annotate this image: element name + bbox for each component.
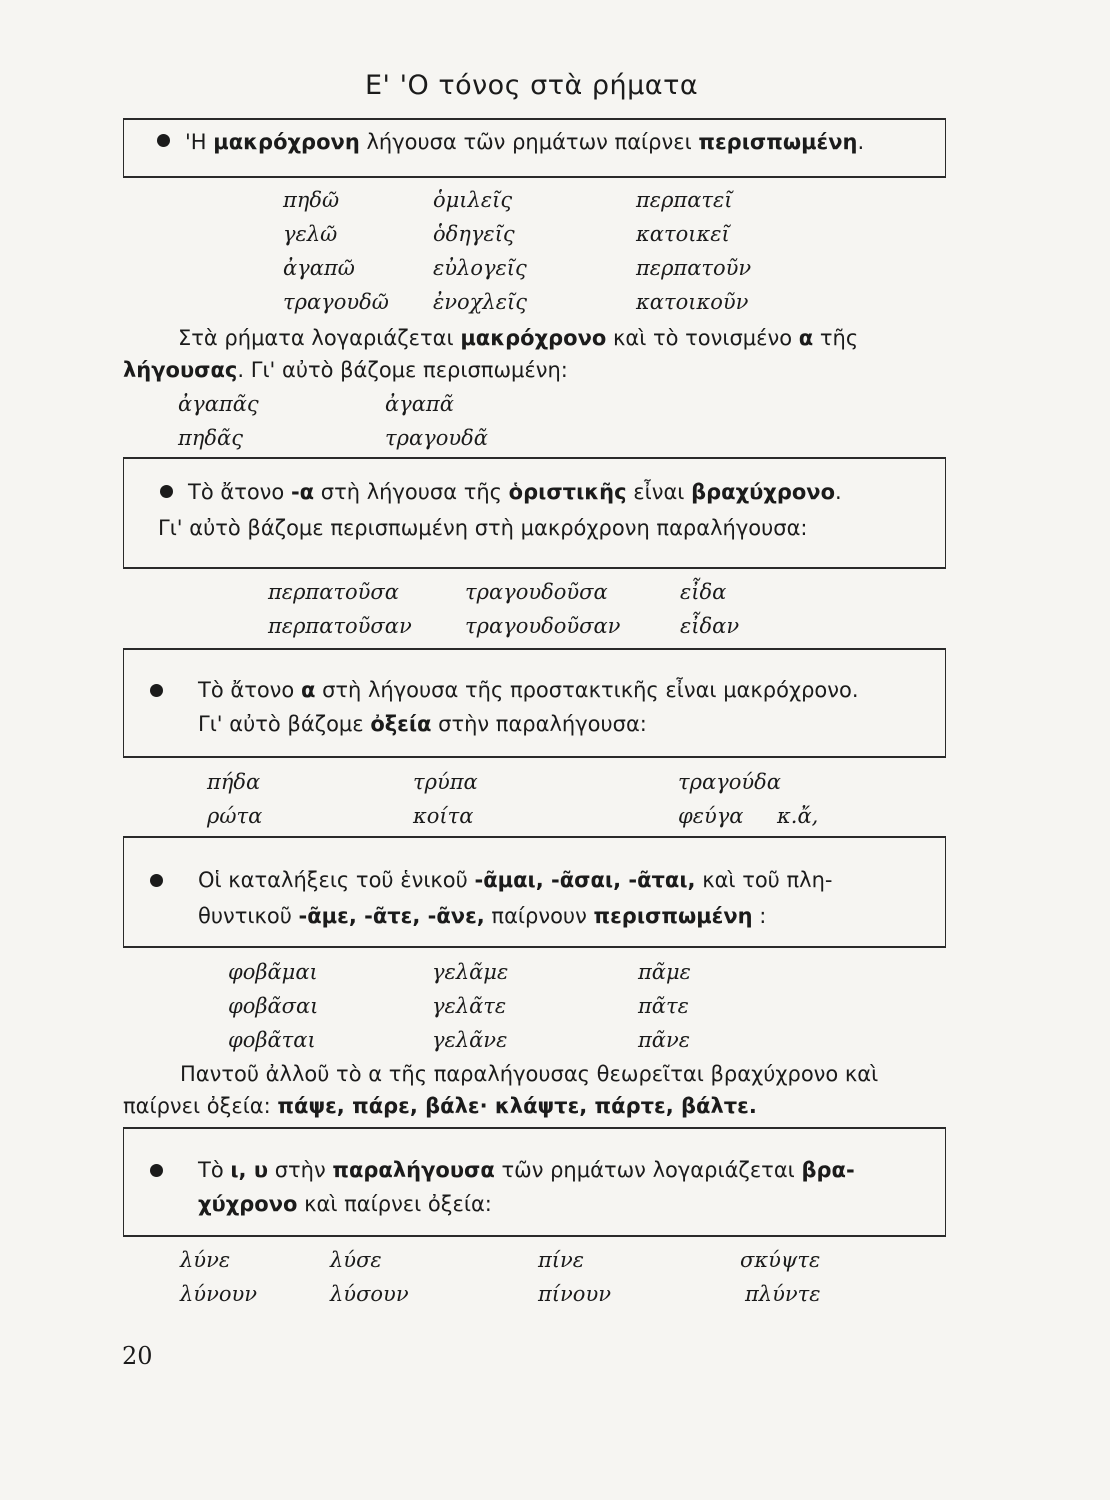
word: γελᾶμε <box>432 960 509 984</box>
prose-1-line-2: λήγουσας. Γι' αὐτὸ βάζομε περισπωμένη: <box>123 358 568 382</box>
word: κοίτα <box>413 804 474 828</box>
word: ἀγαπῶ <box>283 256 355 280</box>
page-number: 20 <box>122 1342 153 1370</box>
word: φοβᾶται <box>228 1028 316 1052</box>
word: τραγουδοῦσαν <box>465 614 621 638</box>
word: γελῶ <box>283 222 338 246</box>
word: γελᾶτε <box>432 994 507 1018</box>
word: πηδῶ <box>283 188 340 212</box>
word: φεύγα <box>678 804 744 828</box>
word: λύσε <box>330 1248 382 1272</box>
rule-4-line-2: θυντικοῦ -ᾶμε, -ᾶτε, -ᾶνε, παίρνουν περισπωμένη : <box>198 904 767 928</box>
prose-2-line-1: Παντοῦ ἀλλοῦ τὸ α τῆς παραλήγουσας θεωρεῖται βραχύχρονο καὶ <box>180 1062 879 1086</box>
word: τραγουδῶ <box>283 290 389 314</box>
word: πᾶμε <box>638 960 691 984</box>
rule-2-line-1: Τὸ ἄτονο -α στὴ λήγουσα τῆς ὁριστικῆς εἶναι βραχύχρονο. <box>188 480 842 504</box>
word: λύνε <box>180 1248 231 1272</box>
word: εἶδαν <box>680 614 740 638</box>
word: σκύψτε <box>740 1248 821 1272</box>
rule-4-line-1: Οἱ καταλήξεις τοῦ ἑνικοῦ -ᾶμαι, -ᾶσαι, -ᾶται, καὶ τοῦ πλη- <box>198 868 833 892</box>
bullet-icon <box>157 134 170 147</box>
word: κατοικεῖ <box>636 222 730 246</box>
word: πλύντε <box>745 1282 821 1306</box>
word: γελᾶνε <box>432 1028 508 1052</box>
word: φοβᾶμαι <box>228 960 318 984</box>
word: ἐνοχλεῖς <box>433 290 527 314</box>
word: ρώτα <box>207 804 263 828</box>
word: πίνε <box>538 1248 585 1272</box>
word: πᾶτε <box>638 994 689 1018</box>
word: λύνουν <box>180 1282 258 1306</box>
word: τραγουδᾶ <box>385 426 488 450</box>
word: κατοικοῦν <box>636 290 749 314</box>
word: περπατοῦν <box>636 256 752 280</box>
word: εἶδα <box>680 580 727 604</box>
bullet-icon <box>160 485 173 498</box>
rule-5-line-1: Τὸ ι, υ στὴν παραλήγουσα τῶν ρημάτων λογαριάζεται βρα- <box>198 1158 855 1182</box>
word: περπατοῦσαν <box>268 614 412 638</box>
word: ὁμιλεῖς <box>433 188 513 212</box>
word: ἀγαπᾶ <box>385 392 454 416</box>
rule-1-text: 'Η μακρόχρονη λήγουσα τῶν ρημάτων παίρνει περισπωμένη. <box>185 130 865 154</box>
word: τραγούδα <box>678 770 781 794</box>
word: ἀγαπᾶς <box>178 392 259 416</box>
rule-3-line-2: Γι' αὐτὸ βάζομε ὀξεία στὴν παραλήγουσα: <box>198 712 647 736</box>
bullet-icon <box>150 1164 163 1177</box>
word: πίνουν <box>538 1282 611 1306</box>
word: λύσουν <box>330 1282 409 1306</box>
word: πᾶνε <box>638 1028 691 1052</box>
word: περπατεῖ <box>636 188 733 212</box>
word: περπατοῦσα <box>268 580 399 604</box>
word: τραγουδοῦσα <box>465 580 608 604</box>
prose-1-line-1: Στὰ ρήματα λογαριάζεται μακρόχρονο καὶ τὸ τονισμένο α τῆς <box>178 326 859 350</box>
bullet-icon <box>150 874 163 887</box>
rule-5-line-2: χύχρονο καὶ παίρνει ὀξεία: <box>198 1192 492 1216</box>
word: εὐλογεῖς <box>433 256 527 280</box>
word: τρύπα <box>413 770 478 794</box>
section-title: Ε' 'Ο τόνος στὰ ρήματα <box>365 70 699 101</box>
bullet-icon <box>150 684 163 697</box>
word: κ.ἄ, <box>777 804 819 828</box>
rule-3-line-1: Τὸ ἄτονο α στὴ λήγουσα τῆς προστακτικῆς εἶναι μακρόχρονο. <box>198 678 859 702</box>
word: ὁδηγεῖς <box>433 222 515 246</box>
prose-2-line-2: παίρνει ὀξεία: πάψε, πάρε, βάλε· κλάψτε, πάρτε, βάλτε. <box>123 1094 757 1118</box>
word: φοβᾶσαι <box>228 994 319 1018</box>
rule-2-line-2: Γι' αὐτὸ βάζομε περισπωμένη στὴ μακρόχρονη παραλήγουσα: <box>158 516 808 540</box>
word: πηδᾶς <box>178 426 243 450</box>
word: πήδα <box>207 770 261 794</box>
